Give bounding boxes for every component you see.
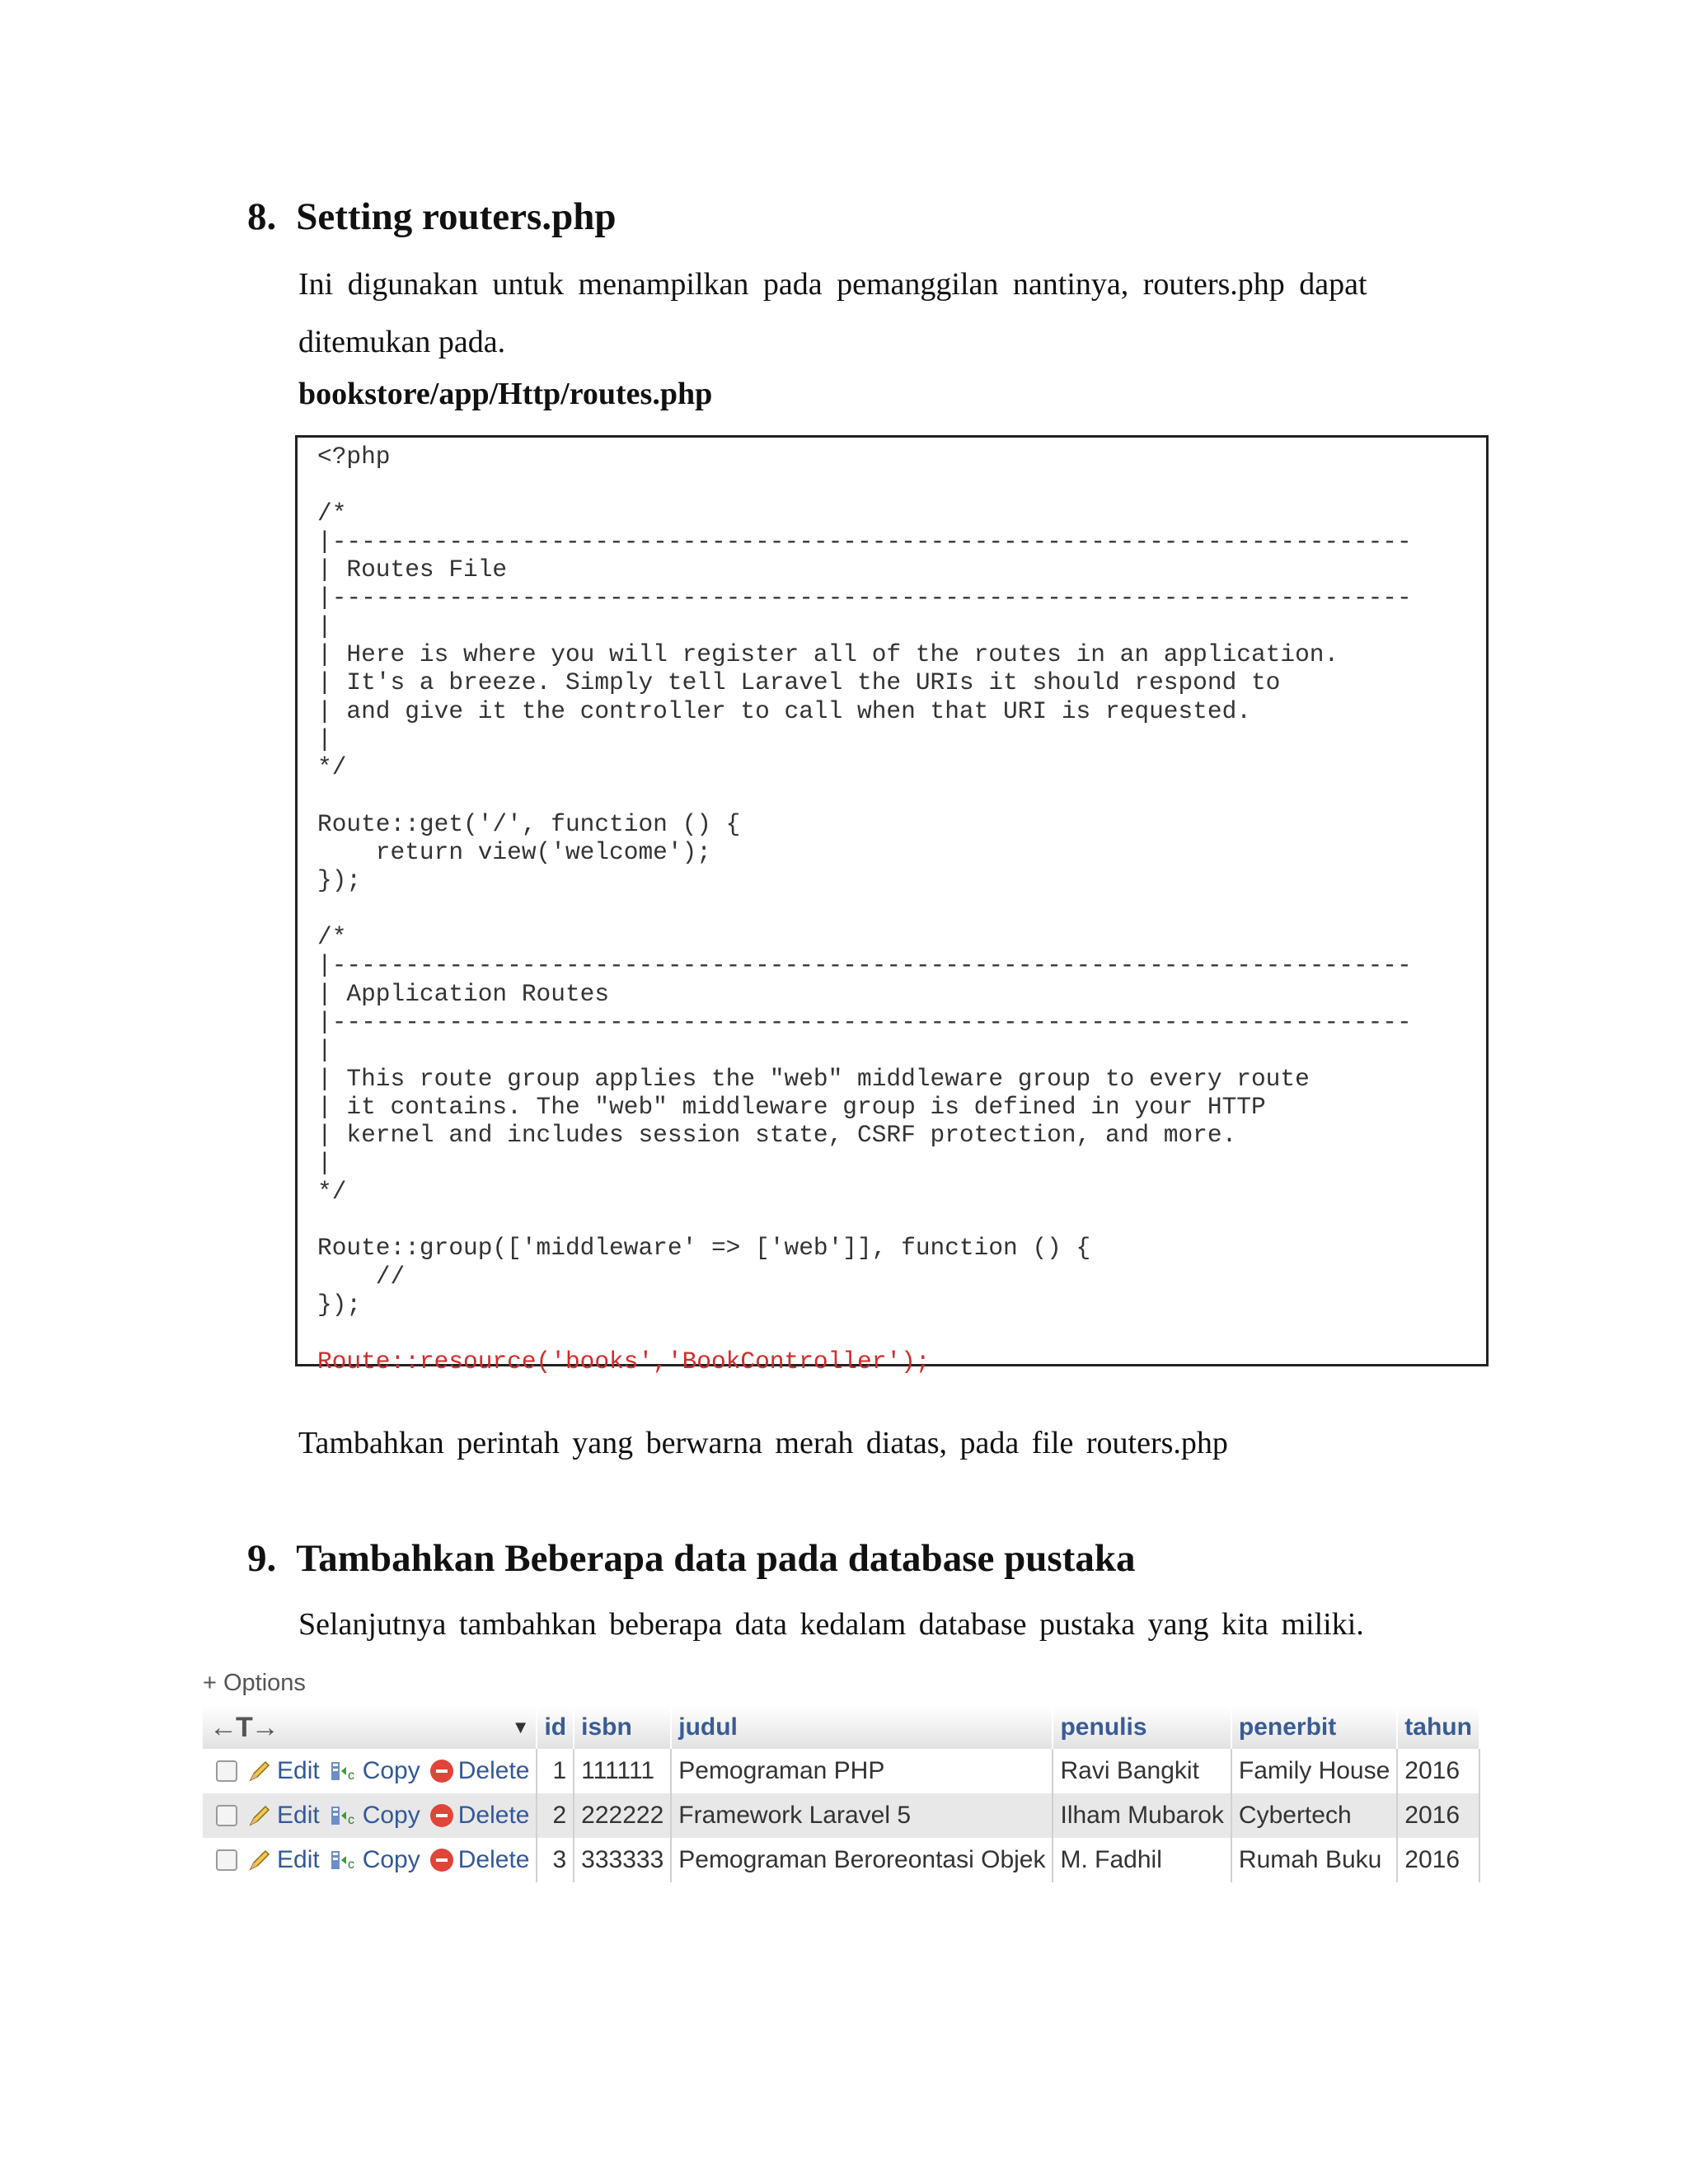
column-header-id[interactable]: id [537, 1706, 574, 1749]
cell-penerbit[interactable]: Rumah Buku [1231, 1838, 1397, 1882]
delete-button[interactable] [430, 1802, 530, 1830]
edit-button[interactable] [247, 1802, 320, 1830]
section-number: 9. [247, 1537, 277, 1580]
table-row [203, 1749, 1479, 1793]
edit-button[interactable] [247, 1846, 320, 1874]
copy-icon [330, 1848, 358, 1872]
pencil-icon [247, 1848, 272, 1872]
cell-tahun[interactable]: 2016 [1397, 1838, 1479, 1882]
code-block [295, 435, 1489, 1376]
code-lines: <?php /* |-------------------------------------------------------------------------- | Routes File |-------------------------------------------------------------------------- | | Here is where you will register all of the routes in an application. | It's a breeze. Simply tell Laravel the URIs it should respond to | and give it the controller to call when that URI is requested. | */ Route::get('/', function () { return view('welcome'); }); /* |-------------------------------------------------------------------------- | Application Routes |-------------------------------------------------------------------------- | | This route group applies the "web" middleware group to every route | it contains. The "web" middleware group is defined in your HTTP | kernel and includes session state, CSRF protection, and more. | */ Route::group(['middleware' => ['web']], function () { // }); [317, 443, 1412, 1319]
row-checkbox[interactable] [216, 1760, 237, 1782]
intro-line: Ini digunakan untuk menampilkan pada pemanggilan nantinya, routers.php dapat [298, 267, 1367, 302]
cell-judul[interactable]: Pemograman PHP [671, 1749, 1053, 1793]
svg-text:c: c [347, 1858, 354, 1872]
section-number: 8. [247, 195, 277, 238]
row-actions [203, 1793, 537, 1838]
cell-penerbit[interactable]: Cybertech [1231, 1793, 1397, 1838]
cell-judul[interactable]: Framework Laravel 5 [671, 1793, 1053, 1838]
row-checkbox[interactable] [216, 1849, 237, 1871]
cell-id[interactable]: 1 [537, 1749, 574, 1793]
section-8-note: Tambahkan perintah yang berwarna merah diatas, pada file routers.php [298, 1426, 1228, 1460]
delete-label: Delete [457, 1757, 530, 1784]
cell-penerbit[interactable]: Family House [1231, 1749, 1397, 1793]
code-text [317, 443, 1412, 1376]
copy-label: Copy [362, 1757, 420, 1784]
row-actions [203, 1838, 537, 1882]
table-body [203, 1749, 1479, 1882]
row-checkbox[interactable] [216, 1805, 237, 1826]
cell-isbn[interactable]: 222222 [574, 1793, 671, 1838]
section-9-intro: Selanjutnya tambahkan beberapa data kedalam database pustaka yang kita miliki. [298, 1607, 1364, 1642]
cell-penulis[interactable]: Ravi Bangkit [1053, 1749, 1231, 1793]
section-title: Tambahkan Beberapa data pada database pustaka [296, 1537, 1136, 1580]
data-table-screenshot [203, 1666, 1477, 1882]
actions-header [203, 1706, 537, 1749]
cell-judul[interactable]: Pemograman Beroreontasi Objek [671, 1838, 1053, 1882]
edit-label: Edit [277, 1757, 320, 1784]
edit-label: Edit [277, 1802, 320, 1829]
copy-icon [330, 1803, 358, 1828]
section-8-heading [247, 194, 616, 239]
edit-label: Edit [277, 1846, 320, 1873]
copy-button[interactable] [330, 1802, 420, 1830]
column-header-isbn[interactable]: isbn [574, 1706, 671, 1749]
delete-icon [430, 1804, 453, 1827]
cell-tahun[interactable]: 2016 [1397, 1749, 1479, 1793]
intro-line: ditemukan pada. [298, 325, 506, 359]
table-header-row [203, 1706, 1479, 1749]
pencil-icon [247, 1803, 272, 1828]
delete-icon [430, 1760, 453, 1783]
copy-label: Copy [362, 1802, 420, 1829]
column-arrows-icon[interactable]: ←T→ [209, 1711, 278, 1743]
cell-tahun[interactable]: 2016 [1397, 1793, 1479, 1838]
table-row [203, 1838, 1479, 1882]
section-title: Setting routers.php [296, 195, 617, 238]
section-8-intro [298, 255, 1403, 371]
delete-button[interactable] [430, 1846, 530, 1874]
delete-icon [430, 1849, 453, 1872]
delete-button[interactable] [430, 1757, 530, 1785]
options-toggle[interactable] [203, 1666, 1477, 1699]
row-actions [203, 1749, 537, 1793]
cell-id[interactable]: 3 [537, 1838, 574, 1882]
cell-isbn[interactable]: 111111 [574, 1749, 671, 1793]
cell-penulis[interactable]: Ilham Mubarok [1053, 1793, 1231, 1838]
column-header-judul[interactable]: judul [671, 1706, 1053, 1749]
code-highlight-line: Route::resource('books','BookController'); [317, 1347, 931, 1376]
column-header-penulis[interactable]: penulis [1053, 1706, 1231, 1749]
data-table [203, 1706, 1480, 1882]
file-path: bookstore/app/Http/routes.php [298, 377, 713, 411]
table-row [203, 1793, 1479, 1838]
options-label[interactable]: + Options [203, 1669, 306, 1696]
column-header-penerbit[interactable]: penerbit [1231, 1706, 1397, 1749]
svg-text:c: c [347, 1769, 354, 1783]
copy-label: Copy [362, 1846, 420, 1873]
cell-id[interactable]: 2 [537, 1793, 574, 1838]
copy-icon [330, 1759, 358, 1783]
cell-isbn[interactable]: 333333 [574, 1838, 671, 1882]
cell-penulis[interactable]: M. Fadhil [1053, 1838, 1231, 1882]
column-header-tahun[interactable]: tahun [1397, 1706, 1479, 1749]
section-9-heading [247, 1536, 1135, 1581]
copy-button[interactable] [330, 1757, 420, 1785]
delete-label: Delete [457, 1802, 530, 1829]
copy-button[interactable] [330, 1846, 420, 1874]
delete-label: Delete [457, 1846, 530, 1873]
svg-text:c: c [347, 1813, 354, 1827]
pencil-icon [247, 1759, 272, 1783]
sort-caret-icon[interactable]: ▼ [511, 1717, 530, 1737]
edit-button[interactable] [247, 1757, 320, 1785]
